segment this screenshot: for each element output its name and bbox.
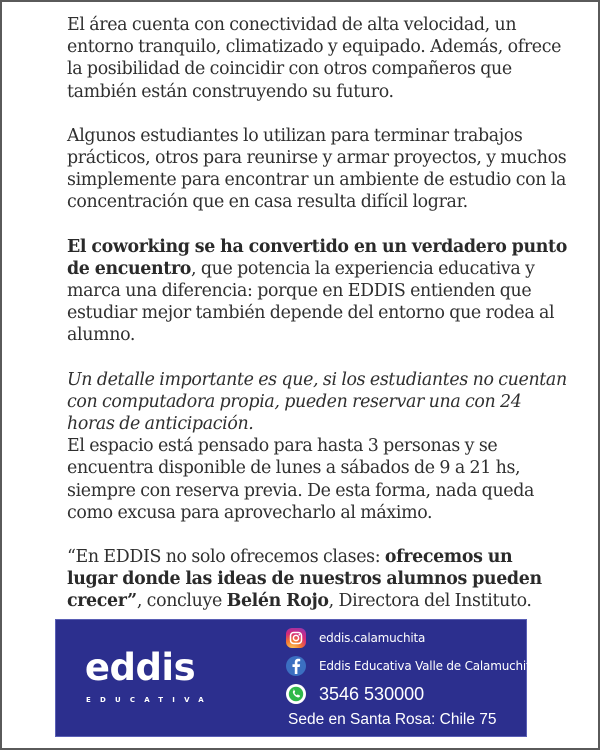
paragraph-computer-note [67, 369, 567, 436]
contact-list [286, 624, 538, 729]
facebook-page: Eddis Educativa Valle de Calamuchita [319, 659, 538, 673]
instagram-handle: eddis.calamuchita [319, 631, 426, 645]
paragraph-meeting-point-rest: , que potencia la experiencia educativa y marca una diferencia: porque en EDDIS entienden que estudiar mejor también depende del entorno que rodea al alumno. [67, 258, 555, 346]
contact-banner [56, 620, 538, 736]
eddis-logo [80, 646, 213, 704]
quote-end: , Directora del Instituto. [328, 591, 532, 612]
whatsapp-number: 3546 530000 [319, 683, 425, 704]
logo-wordmark: eddis [84, 646, 196, 689]
instagram-icon [286, 628, 306, 648]
paragraph-connectivity: El área cuenta con conectividad de alta velocidad, un entorno tranquilo, climatizado y equipado. Además, ofrece la posibilidad de coincidir con otros compañeros que también están construyendo su futuro. [67, 15, 562, 102]
quote-author-name: Belén Rojo [226, 591, 329, 612]
contact-facebook[interactable] [286, 652, 538, 680]
whatsapp-icon [286, 684, 306, 704]
highlight-coworking: El coworking se ha convertido en un verdadero punto de encuentro [67, 236, 567, 279]
paragraph-uses: Algunos estudiantes lo utilizan para terminar trabajos prácticos, otros para reunirse y armar proyectos, y muchos simplemente para encontrar un ambiente de estudio con la concentración que en casa resulta difícil lograr. [67, 125, 567, 213]
quote-bold: ofrecemos un lugar donde las ideas de nuestros alumnos pueden crecer” [67, 547, 542, 612]
contact-whatsapp[interactable] [286, 680, 526, 708]
facebook-icon [286, 656, 306, 676]
quote-mid: , concluye [136, 591, 227, 612]
logo-subtitle: EDUCATIVA [86, 696, 213, 704]
paragraph-schedule: El espacio está pensado para hasta 3 personas y se encuentra disponible de lunes a sábados de 9 a 21 hs, siempre con reserva previa. De esta forma, nada queda como excusa para aprovecharlo al máximo. [67, 436, 535, 523]
article-body [67, 14, 567, 635]
quote-open: “En EDDIS no solo ofrecemos clases: [67, 547, 385, 568]
contact-instagram[interactable] [286, 624, 526, 652]
italic-computer-note: Un detalle importante es que, si los estudiantes no cuentan con computadora propia, pueden reservar una con 24 horas de anticipación. [67, 369, 567, 435]
paragraph-meeting-point [67, 236, 567, 347]
address: Sede en Santa Rosa: Chile 75 [288, 711, 497, 728]
paragraph-quote [67, 546, 567, 613]
